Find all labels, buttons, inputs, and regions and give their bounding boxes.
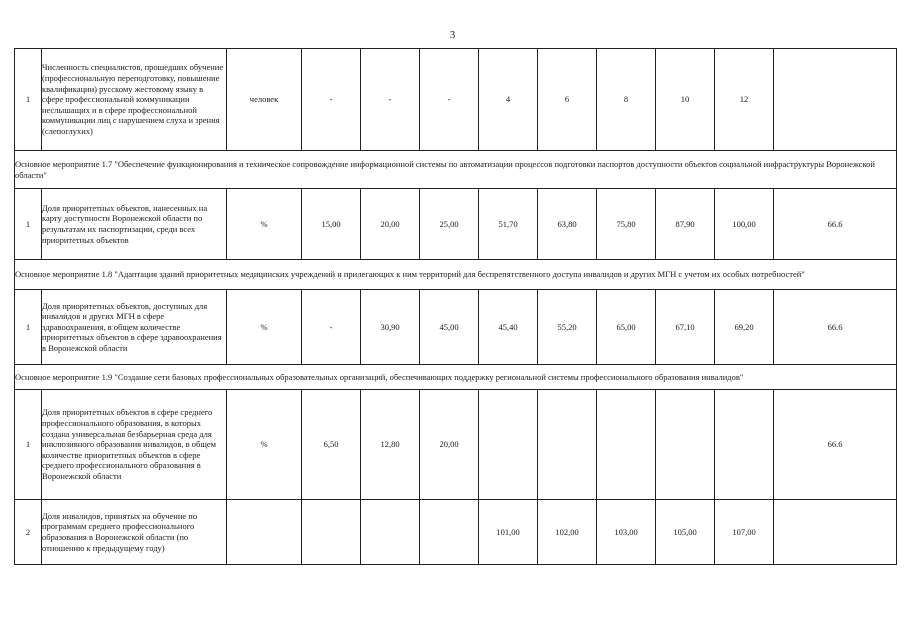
value-cell: - — [420, 49, 479, 151]
unit-cell — [227, 500, 302, 565]
value-cell: 45,40 — [479, 290, 538, 365]
value-cell: 51,70 — [479, 189, 538, 260]
value-cell: - — [302, 49, 361, 151]
value-cell: 45,00 — [420, 290, 479, 365]
reference-cell: 66.6 — [774, 189, 897, 260]
section-heading: Основное мероприятие 1.7 "Обеспечение функционирования и техническое сопровождение информационной системы по автоматизации процессов подготовки паспортов доступности объектов социальной инфраструктуры Воронежской области" — [15, 151, 897, 189]
value-cell — [597, 390, 656, 500]
unit-cell: % — [227, 390, 302, 500]
value-cell: 25,00 — [420, 189, 479, 260]
value-cell — [361, 500, 420, 565]
row-number: 1 — [15, 49, 42, 151]
value-cell: 4 — [479, 49, 538, 151]
value-cell: 55,20 — [538, 290, 597, 365]
unit-cell: % — [227, 290, 302, 365]
row-number: 1 — [15, 290, 42, 365]
section-row — [15, 365, 897, 390]
section-row — [15, 260, 897, 290]
indicator-name: Доля инвалидов, принятых на обучение по программам среднего профессионального образования в Воронежской области (по отношению к предыдущему году) — [42, 500, 227, 565]
table-row — [15, 290, 897, 365]
value-cell — [715, 390, 774, 500]
value-cell: 101,00 — [479, 500, 538, 565]
value-cell: 12 — [715, 49, 774, 151]
value-cell: 8 — [597, 49, 656, 151]
reference-cell: 66.6 — [774, 290, 897, 365]
table-row — [15, 189, 897, 260]
value-cell: 6,50 — [302, 390, 361, 500]
unit-cell: человек — [227, 49, 302, 151]
value-cell: 15,00 — [302, 189, 361, 260]
value-cell: 69,20 — [715, 290, 774, 365]
section-heading: Основное мероприятие 1.9 "Создание сети базовых профессиональных образовательных организаций, обеспечивающих поддержку региональной системы профессионального образования инвалидов" — [15, 365, 897, 390]
row-number: 2 — [15, 500, 42, 565]
value-cell: 63,80 — [538, 189, 597, 260]
value-cell: 103,00 — [597, 500, 656, 565]
value-cell: 30,90 — [361, 290, 420, 365]
table-row — [15, 500, 897, 565]
reference-cell — [774, 500, 897, 565]
value-cell: 75,80 — [597, 189, 656, 260]
value-cell: 20,00 — [361, 189, 420, 260]
section-row — [15, 151, 897, 189]
indicator-name: Численность специалистов, прошедших обучение (профессиональную переподготовку, повышение квалификации) русскому жестовому языку в сфере профессиональной коммуникации неслышащих и в сфере профессиональной коммуникации лиц с нарушением слуха и зрения (слепоглухих) — [42, 49, 227, 151]
row-number: 1 — [15, 390, 42, 500]
indicators-table — [14, 48, 897, 565]
section-heading: Основное мероприятие 1.8 "Адаптация зданий приоритетных медицинских учреждений и прилегающих к ним территорий для беспрепятственного доступа инвалидов и других МГН с учетом их особых потребностей" — [15, 260, 897, 290]
reference-cell — [774, 49, 897, 151]
page-number: 3 — [449, 29, 456, 41]
value-cell: 100,00 — [715, 189, 774, 260]
value-cell: 65,00 — [597, 290, 656, 365]
unit-cell: % — [227, 189, 302, 260]
value-cell: 20,00 — [420, 390, 479, 500]
indicator-name: Доля приоритетных объектов в сфере среднего профессионального образования, в которых создана универсальная безбарьерная среда для инклюзивного образования инвалидов, в общем количестве приоритетных объектов в сфере среднего профессионального образования в Воронежской области — [42, 390, 227, 500]
reference-cell: 66.6 — [774, 390, 897, 500]
value-cell: 6 — [538, 49, 597, 151]
value-cell: 105,00 — [656, 500, 715, 565]
value-cell: 67,10 — [656, 290, 715, 365]
value-cell: 87,90 — [656, 189, 715, 260]
value-cell — [538, 390, 597, 500]
value-cell: - — [361, 49, 420, 151]
value-cell — [479, 390, 538, 500]
value-cell — [420, 500, 479, 565]
value-cell — [656, 390, 715, 500]
value-cell: 10 — [656, 49, 715, 151]
table-row — [15, 390, 897, 500]
value-cell: 12,80 — [361, 390, 420, 500]
indicator-name: Доля приоритетных объектов, доступных для инвалидов и других МГН в сфере здравоохранения, в общем количестве приоритетных объектов в сфере здравоохранения в Воронежской области — [42, 290, 227, 365]
value-cell: - — [302, 290, 361, 365]
value-cell — [302, 500, 361, 565]
value-cell: 102,00 — [538, 500, 597, 565]
indicator-name: Доля приоритетных объектов, нанесенных на карту доступности Воронежской области по результатам их паспортизации, среди всех приоритетных объектов — [42, 189, 227, 260]
value-cell: 107,00 — [715, 500, 774, 565]
row-number: 1 — [15, 189, 42, 260]
table-row — [15, 49, 897, 151]
